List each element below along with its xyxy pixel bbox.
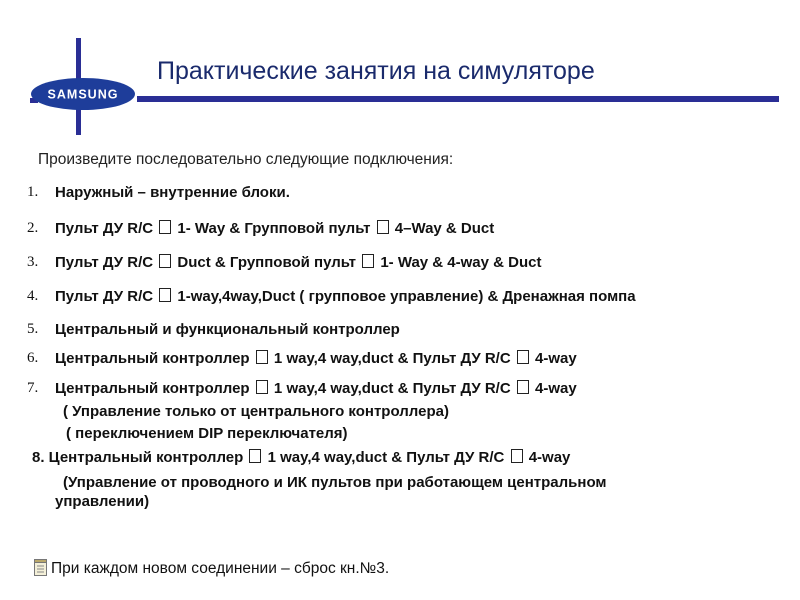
item-6-part-c: 4-way <box>530 350 577 367</box>
item-2-part-a: Пульт ДУ R/C <box>55 220 158 237</box>
item-6-number: 6. <box>27 350 39 366</box>
arrow-box-icon <box>517 380 529 394</box>
intro-text: Произведите последовательно следующие подключения: <box>38 151 454 168</box>
item-2 <box>55 220 494 237</box>
item-8-note-2: управлении) <box>55 493 150 510</box>
item-5-text: Центральный и функциональный контроллер <box>55 321 400 338</box>
item-7-part-a: Центральный контроллер <box>55 380 254 397</box>
item-3-part-a: Пульт ДУ R/C <box>55 254 158 271</box>
arrow-box-icon <box>511 449 523 463</box>
footer-note <box>34 559 389 578</box>
item-8-note-1: (Управление от проводного и ИК пультов при работающем центральном <box>63 474 607 491</box>
header-horizontal-line <box>137 96 779 102</box>
item-7-part-b: 1 way,4 way,duct & Пульт ДУ R/C <box>269 380 515 397</box>
item-3-part-b: Duct & Групповой пульт <box>173 254 361 271</box>
item-4-part-a: Пульт ДУ R/C <box>55 288 158 305</box>
item-7-number: 7. <box>27 380 39 396</box>
page-title: Практические занятия на симуляторе <box>157 57 595 85</box>
item-8-part-c: 4-way <box>524 449 571 466</box>
samsung-logo-text: SAMSUNG <box>47 87 119 102</box>
arrow-box-icon <box>249 449 261 463</box>
item-3-number: 3. <box>27 254 39 270</box>
item-2-part-c: 4–Way & Duct <box>390 220 495 237</box>
item-6-part-a: Центральный контроллер <box>55 350 254 367</box>
item-8 <box>32 449 570 466</box>
samsung-logo <box>30 74 136 114</box>
item-2-number: 2. <box>27 220 39 236</box>
item-4 <box>55 288 636 305</box>
item-7-note-2: ( переключением DIP переключателя) <box>66 425 348 442</box>
item-3-part-c: 1- Way & 4-way & Duct <box>376 254 542 271</box>
item-7-part-c: 4-way <box>530 380 577 397</box>
item-5 <box>55 321 400 338</box>
arrow-box-icon <box>159 220 171 234</box>
item-4-number: 4. <box>27 288 39 304</box>
item-3 <box>55 254 542 271</box>
arrow-box-icon <box>159 254 171 268</box>
footer-text: При каждом новом соединении – сброс кн.№3. <box>51 560 390 577</box>
item-6 <box>55 350 577 367</box>
item-4-part-b: 1-way,4way,Duct ( групповое управление) & Дренажная помпа <box>173 288 636 305</box>
arrow-box-icon <box>256 350 268 364</box>
item-7-note-1: ( Управление только от центрального контроллера) <box>63 403 449 420</box>
item-8-part-b: 1 way,4 way,duct & Пульт ДУ R/C <box>263 449 509 466</box>
arrow-box-icon <box>256 380 268 394</box>
arrow-box-icon <box>377 220 389 234</box>
item-8-part-a: 8. Центральный контроллер <box>32 449 248 466</box>
notepad-icon <box>34 559 47 576</box>
item-2-part-b: 1- Way & Групповой пульт <box>173 220 375 237</box>
arrow-box-icon <box>159 288 171 302</box>
item-1-text: Наружный – внутренние блоки. <box>55 184 290 201</box>
item-6-part-b: 1 way,4 way,duct & Пульт ДУ R/C <box>269 350 515 367</box>
item-1-number: 1. <box>27 184 39 200</box>
item-1 <box>55 184 290 201</box>
arrow-box-icon <box>517 350 529 364</box>
arrow-box-icon <box>362 254 374 268</box>
item-5-number: 5. <box>27 321 39 337</box>
item-7 <box>55 380 577 397</box>
